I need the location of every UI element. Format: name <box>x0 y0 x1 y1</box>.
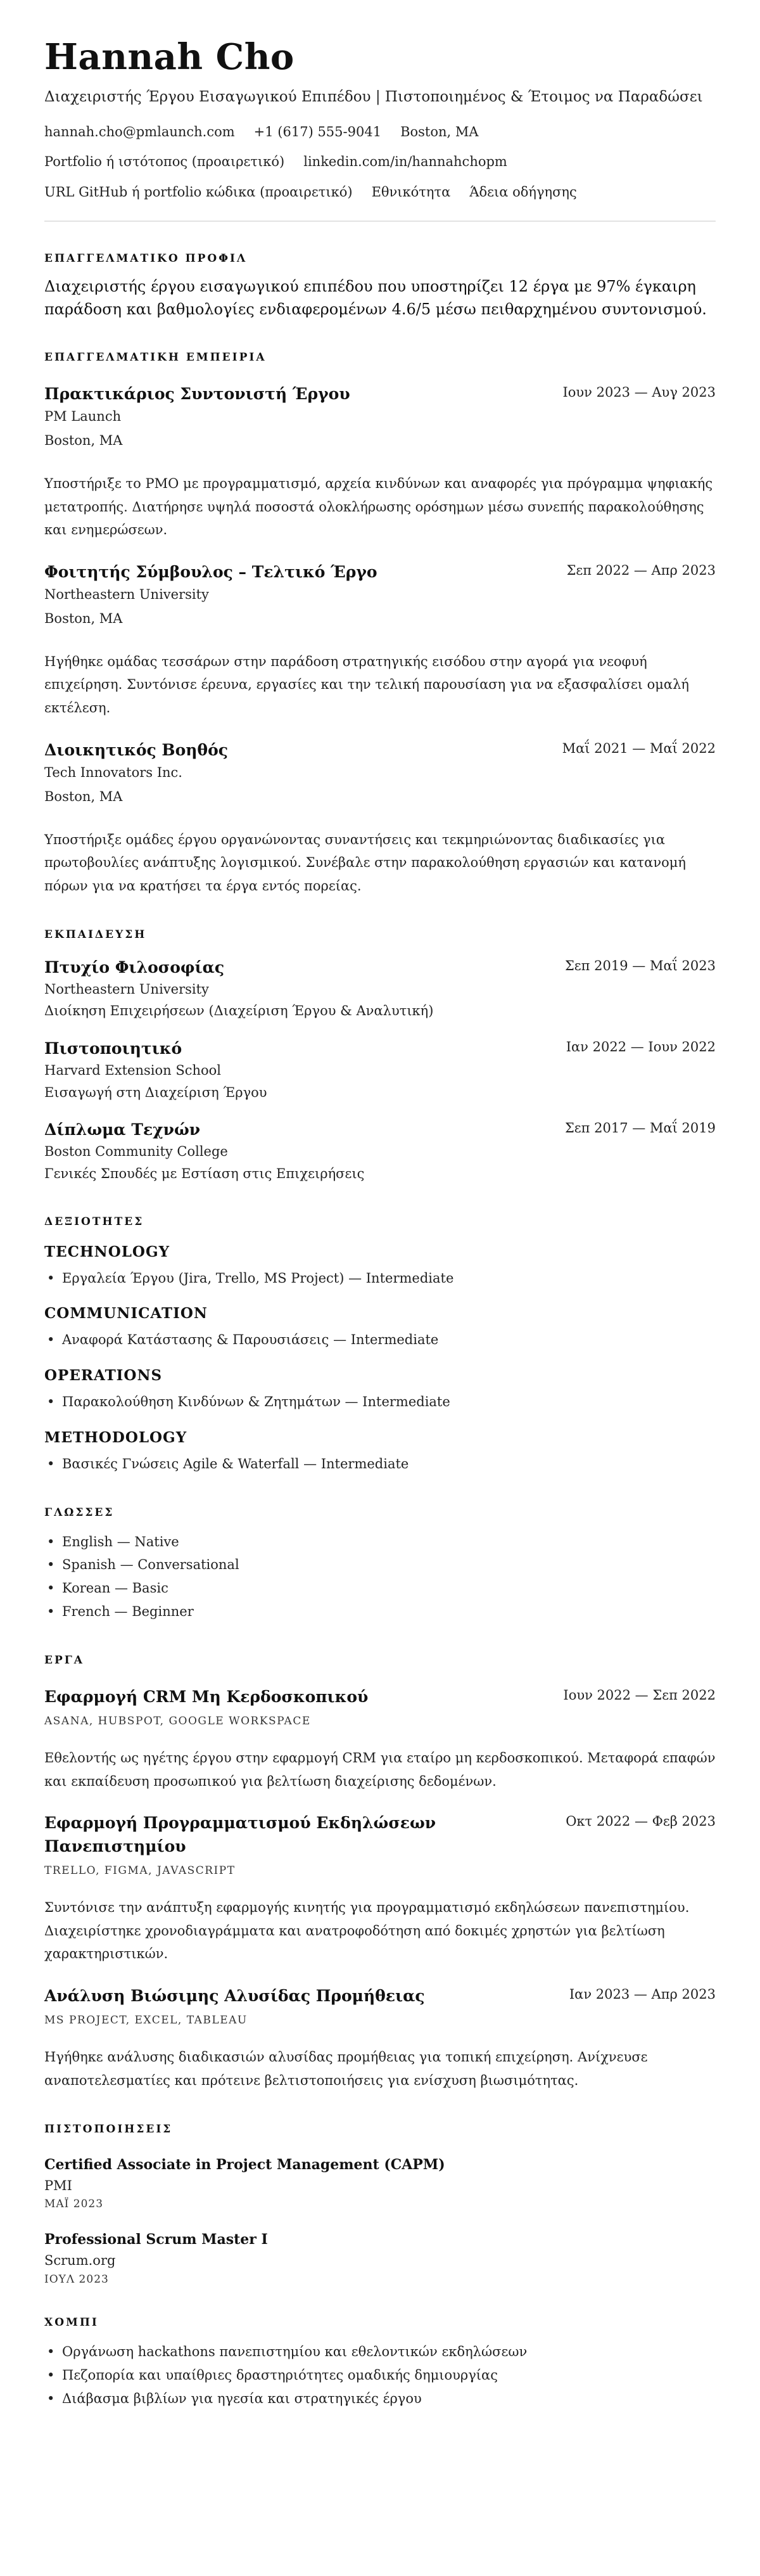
linkedin-link[interactable]: linkedin.com/in/hannahchopm <box>303 154 507 170</box>
profile-summary: Διαχειριστής έργου εισαγωγικού επιπέδου που υποστηρίζει 12 έργα με 97% έγκαιρη παράδοση και βαθμολογίες ενδιαφερομένων 4.6/5 μέσω πειθαρχημένου συντονισμού. <box>44 278 707 319</box>
portfolio-link[interactable]: Portfolio ή ιστότοπος (προαιρετικό) <box>44 154 285 170</box>
degree-title: Πιστοποιητικό <box>44 1039 182 1058</box>
language-item: • Korean — Basic <box>44 1577 716 1600</box>
certification-date: ΙΟΥΛ 2023 <box>44 2273 109 2286</box>
skill-item: • Βασικές Γνώσεις Agile & Waterfall — Intermediate <box>44 1452 716 1476</box>
experience-entry <box>44 739 716 898</box>
skill-group <box>44 1367 716 1414</box>
headline: Διαχειριστής Έργου Εισαγωγικού Επιπέδου | Πιστοποιημένος & Έτοιμος να Παραδώσει <box>44 88 703 105</box>
skill-group <box>44 1429 716 1476</box>
certification-name: Professional Scrum Master I <box>44 2231 268 2248</box>
job-title: Φοιτητής Σύμβουλος – Τελτικό Έργο <box>44 563 377 582</box>
certification-issuer: PMI <box>44 2177 72 2193</box>
education-dates: Σεπ 2019 — Μαΐ 2023 <box>564 958 716 973</box>
company-name: Tech Innovators Inc. <box>44 764 182 780</box>
education-entry <box>44 956 716 1022</box>
section-title: ΔΕΞΙΟΤΗΤΕΣ <box>44 1215 144 1228</box>
project-name: Ανάλυση Βιώσιμης Αλυσίδας Προμήθειας <box>44 1987 425 2006</box>
job-location: Boston, MA <box>44 610 123 626</box>
section-title: ΕΚΠΑΙΔΕΥΣΗ <box>44 928 147 941</box>
language-item: • English — Native <box>44 1530 716 1554</box>
project-entry <box>44 1985 716 2092</box>
project-name: Εφαρμογή Προγραμματισμού Εκδηλώσεων Πανεπιστημίου <box>44 1814 436 1855</box>
section-title: ΠΙΣΤΟΠΟΙΗΣΕΙΣ <box>44 2122 173 2136</box>
project-entry <box>44 1812 716 1966</box>
degree-title: Πτυχίο Φιλοσοφίας <box>44 958 225 977</box>
school-name: Harvard Extension School <box>44 1063 221 1079</box>
github-link[interactable]: URL GitHub ή portfolio κώδικα (προαιρετικό) <box>44 184 353 200</box>
location: Boston, MA <box>400 124 479 140</box>
field-of-study: Γενικές Σπουδές με Εστίαση στις Επιχειρήσεις <box>44 1166 365 1181</box>
job-dates: Ιουν 2023 — Αυγ 2023 <box>562 385 716 400</box>
job-title: Διοικητικός Βοηθός <box>44 740 228 759</box>
section-title: ΧΟΜΠΙ <box>44 2316 99 2329</box>
project-description: Συντόνισε την ανάπτυξη εφαρμογής κινητής για προγραμματισμό εκδηλώσεων πανεπιστημίου. Διαχειρίστηκε χρονοδιαγράμματα και ανατροφοδότηση από δοκιμές χρηστών για βελτίωση χαρακτηριστικών. <box>44 1899 690 1962</box>
project-name: Εφαρμογή CRM Μη Κερδοσκοπικού <box>44 1687 369 1706</box>
driving-license: Άδεια οδήγησης <box>469 184 577 200</box>
job-dates: Μαΐ 2021 — Μαΐ 2022 <box>562 740 716 756</box>
phone-link[interactable]: +1 (617) 555-9041 <box>253 124 382 140</box>
resume-header <box>44 38 716 222</box>
skill-category: TECHNOLOGY <box>44 1243 170 1260</box>
language-item: • French — Beginner <box>44 1600 716 1624</box>
skill-group <box>44 1243 716 1290</box>
hobby-item: • Οργάνωση hackathons πανεπιστημίου και εθελοντικών εκδηλώσεων <box>44 2340 716 2364</box>
certification-entry <box>44 2155 716 2211</box>
education-dates: Σεπ 2017 — Μαΐ 2019 <box>564 1120 716 1136</box>
hobby-item: • Διάβασμα βιβλίων για ηγεσία και στρατηγικές έργου <box>44 2387 716 2411</box>
job-dates: Σεπ 2022 — Απρ 2023 <box>566 563 716 579</box>
skill-category: METHODOLOGY <box>44 1428 187 1446</box>
project-tech: MS PROJECT, EXCEL, TABLEAU <box>44 2014 248 2027</box>
header-divider <box>44 221 716 222</box>
projects-section <box>44 1654 716 2092</box>
language-item: • Spanish — Conversational <box>44 1553 716 1577</box>
job-title: Πρακτικάριος Συντονιστή Έργου <box>44 385 350 404</box>
project-dates: Ιαν 2023 — Απρ 2023 <box>569 1987 716 2002</box>
field-of-study: Διοίκηση Επιχειρήσεων (Διαχείριση Έργου & Αναλυτική) <box>44 1003 434 1019</box>
project-tech: TRELLO, FIGMA, JAVASCRIPT <box>44 1864 236 1877</box>
contact-row <box>44 153 716 171</box>
skill-item: • Εργαλεία Έργου (Jira, Trello, MS Project) — Intermediate <box>44 1267 716 1290</box>
experience-section <box>44 351 716 898</box>
skill-item: • Αναφορά Κατάστασης & Παρουσιάσεις — Intermediate <box>44 1328 716 1352</box>
project-description: Εθελοντής ως ηγέτης έργου στην εφαρμογή CRM για εταίρο μη κερδοσκοπικού. Μεταφορά επαφών και εκπαίδευση προσωπικού για βελτίωση διαχείρισης δεδομένων. <box>44 1750 716 1789</box>
email-link[interactable]: hannah.cho@pmlaunch.com <box>44 124 235 140</box>
skill-category: COMMUNICATION <box>44 1305 208 1323</box>
nationality: Εθνικότητα <box>371 184 451 200</box>
skills-section <box>44 1215 716 1476</box>
section-title: ΕΠΑΓΓΕΛΜΑΤΙΚΟ ΠΡΟΦΙΛ <box>44 252 248 266</box>
experience-entry <box>44 561 716 720</box>
profile-section <box>44 252 716 321</box>
languages-section <box>44 1506 716 1624</box>
education-entry <box>44 1037 716 1103</box>
field-of-study: Εισαγωγή στη Διαχείριση Έργου <box>44 1084 267 1100</box>
contact-row <box>44 123 716 141</box>
job-description: Υποστήριξε το PMO με προγραμματισμό, αρχεία κινδύνων και αναφορές για πρόγραμμα ψηφιακής μετατροπής. Διατήρησε υψηλά ποσοστά ολοκλήρωσης ορόσημων μέσω συνεπής παρακολούθησης και ενημερώσεων. <box>44 475 713 538</box>
hobby-item: • Πεζοπορία και υπαίθριες δραστηριότητες ομαδικής δημιουργίας <box>44 2364 716 2387</box>
school-name: Boston Community College <box>44 1144 228 1160</box>
certification-entry <box>44 2229 716 2286</box>
certification-issuer: Scrum.org <box>44 2253 116 2269</box>
project-dates: Οκτ 2022 — Φεβ 2023 <box>566 1814 716 1829</box>
education-section <box>44 928 716 1185</box>
certifications-section <box>44 2123 716 2286</box>
degree-title: Δίπλωμα Τεχνών <box>44 1120 201 1139</box>
company-name: Northeastern University <box>44 587 209 603</box>
skill-group <box>44 1305 716 1352</box>
project-description: Ηγήθηκε ανάλυσης διαδικασιών αλυσίδας προμήθειας για τοπική επιχείρηση. Ανίχνευσε αναποτελεσματίες και πρότεινε βελτιστοποιήσεις για ενίσχυση βιωσιμότητας. <box>44 2049 648 2089</box>
certification-date: ΜΑΪ 2023 <box>44 2198 104 2211</box>
certification-name: Certified Associate in Project Management (CAPM) <box>44 2156 445 2173</box>
education-entry <box>44 1118 716 1184</box>
education-dates: Ιαν 2022 — Ιουν 2022 <box>566 1039 716 1055</box>
job-description: Ηγήθηκε ομάδας τεσσάρων στην παράδοση στρατηγικής εισόδου στην αγορά για νεοφυή επιχείρηση. Συντόνισε έρευνα, εργασίες και την τελική παρουσίαση για να εξασφαλίσει ομαλή εκτέλεση. <box>44 653 689 716</box>
candidate-name: Hannah Cho <box>44 36 294 78</box>
school-name: Northeastern University <box>44 981 209 997</box>
project-entry <box>44 1686 716 1793</box>
hobbies-section <box>44 2316 716 2410</box>
section-title: ΕΡΓΑ <box>44 1653 84 1667</box>
contact-row <box>44 183 716 202</box>
project-dates: Ιουν 2022 — Σεπ 2022 <box>563 1687 716 1703</box>
section-title: ΓΛΩΣΣΕΣ <box>44 1506 115 1519</box>
skill-category: OPERATIONS <box>44 1367 163 1385</box>
company-name: PM Launch <box>44 409 122 425</box>
project-tech: ASANA, HUBSPOT, GOOGLE WORKSPACE <box>44 1714 311 1727</box>
skill-item: • Παρακολούθηση Κινδύνων & Ζητημάτων — Intermediate <box>44 1390 716 1414</box>
experience-entry <box>44 383 716 542</box>
job-description: Υποστήριξε ομάδες έργου οργανώνοντας συναντήσεις και τεκμηριώνοντας διαδικασίες για πρωτοβουλίες ανάπτυξης λογισμικού. Συνέβαλε στην παρακολούθηση εργασιών και κατανομή πόρων για να κρατήσει τα έργα εντός πορείας. <box>44 831 686 894</box>
job-location: Boston, MA <box>44 788 123 804</box>
job-location: Boston, MA <box>44 433 123 449</box>
section-title: ΕΠΑΓΓΕΛΜΑΤΙΚΗ ΕΜΠΕΙΡΙΑ <box>44 351 267 364</box>
